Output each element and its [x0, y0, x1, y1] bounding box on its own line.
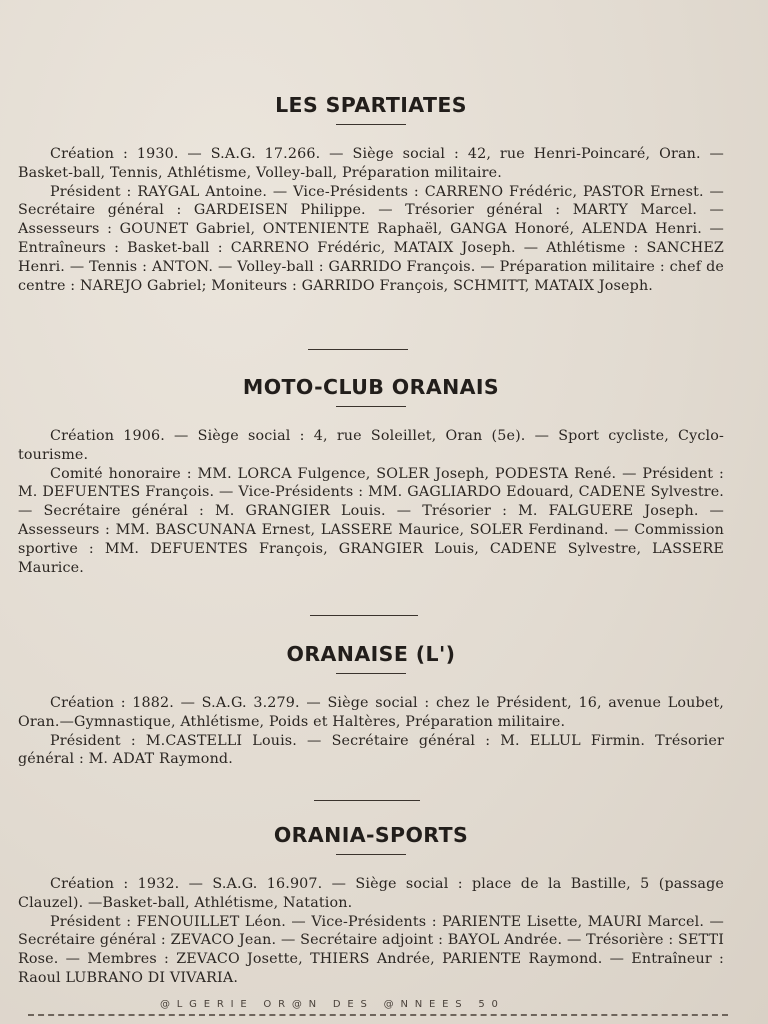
- section-divider: [308, 349, 408, 350]
- watermark-footer: @LGERIE OR@N DES @NNEES 50: [160, 999, 505, 1010]
- section-les-spartiates: [18, 93, 724, 295]
- section-paragraph: Président : RAYGAL Antoine. — Vice-Présidents : CARRENO Frédéric, PASTOR Ernest. — Secrétaire général : GARDEISEN Philippe. — Trésorier général : MARTY Marcel. — Assesseurs : GOUNET Gabriel, ONTENIENTE Raphaël, GANGA Honoré, ALENDA Henri. — Entraîneurs : Basket-ball : CARRENO Frédéric, MATAIX Joseph. — Athlétisme : SANCHEZ Henri. — Tennis : ANTON. — Volley-ball : GARRIDO François. — Préparation militaire : chef de centre : NAREJO Gabriel; Moniteurs : GARRIDO François, SCHMITT, MATAIX Joseph.: [18, 183, 724, 294]
- section-paragraph: Comité honoraire : MM. LORCA Fulgence, SOLER Joseph, PODESTA René. — Président : M. DEFUENTES François. — Vice-Présidents : MM. GAGLIARDO Edouard, CADENE Sylvestre. — Secrétaire général : M. GRANGIER Louis. — Trésorier : M. FALGUERE Joseph. — Assesseurs : MM. BASCUNANA Ernest, LASSERE Maurice, SOLER Ferdinand. — Commission sportive : MM. DEFUENTES François, GRANGIER Louis, CADENE Sylvestre, LASSERE Maurice.: [18, 465, 724, 576]
- section-paragraph: Création : 1882. — S.A.G. 3.279. — Siège social : chez le Président, 16, avenue Loubet, Oran.—Gymnastique, Athlétisme, Poids et Haltères, Préparation militaire.: [18, 695, 724, 730]
- section-paragraph: Création : 1932. — S.A.G. 16.907. — Siège social : place de la Bastille, 5 (passage Clauzel). —Basket-ball, Athlétisme, Natation.: [18, 876, 724, 911]
- section-title: ORANIA-SPORTS: [273, 823, 469, 847]
- section-paragraph: Création : 1930. — S.A.G. 17.266. — Siège social : 42, rue Henri-Poincaré, Oran. — Basket-ball, Tennis, Athlétisme, Volley-ball, Préparation militaire.: [18, 146, 724, 181]
- section-oranaise: [18, 642, 724, 769]
- section-paragraph: Création 1906. — Siège social : 4, rue Soleillet, Oran (5e). — Sport cycliste, Cyclo-tourisme.: [18, 428, 724, 463]
- section-paragraph: Président : FENOUILLET Léon. — Vice-Présidents : PARIENTE Lisette, MAURI Marcel. — Secrétaire général : ZEVACO Jean. — Secrétaire adjoint : BAYOL Andrée. — Trésorière : SETTI Rose. — Membres : ZEVACO Josette, THIERS Andrée, PARIENTE Raymond. — Entraîneur : Raoul LUBRANO DI VIVARIA.: [18, 913, 724, 986]
- section-divider: [314, 800, 420, 801]
- section-title: LES SPARTIATES: [275, 93, 467, 117]
- section-divider: [310, 615, 418, 616]
- section-paragraph: Président : M.CASTELLI Louis. — Secrétaire général : M. ELLUL Firmin. Trésorier général : M. ADAT Raymond.: [18, 732, 724, 768]
- section-title: ORANAISE (L'): [286, 642, 456, 666]
- section-orania-sports: [18, 823, 724, 988]
- section-moto-club-oranais: [18, 375, 724, 577]
- section-title: MOTO-CLUB ORANAIS: [242, 375, 500, 399]
- decorative-border: [28, 1014, 728, 1022]
